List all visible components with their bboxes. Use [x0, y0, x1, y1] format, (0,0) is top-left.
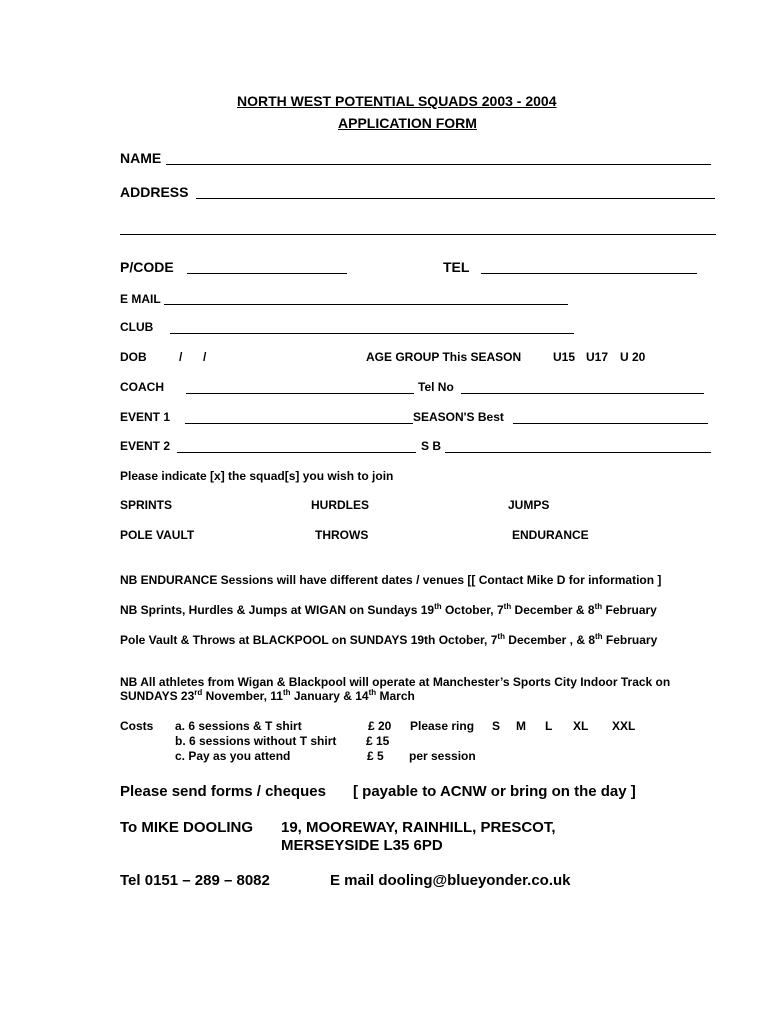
tel-field-line[interactable]	[481, 273, 697, 274]
cost-option-a: a. 6 sessions & T shirt	[175, 719, 302, 733]
send-forms-text: Please send forms / cheques	[120, 783, 326, 800]
age-option-u20[interactable]: U 20	[620, 350, 646, 364]
event2-label: EVENT 2	[120, 439, 171, 453]
blackpool-note: Pole Vault & Throws at BLACKPOOL on SUNDAYS 19th October, 7th December , & 8th February	[120, 632, 658, 647]
seasons-best-field-line[interactable]	[513, 423, 708, 424]
cost-price-c: £ 5	[367, 749, 384, 763]
contact-address-line1: 19, MOOREWAY, RAINHILL, PRESCOT,	[281, 819, 556, 836]
email-field-line[interactable]	[164, 304, 568, 305]
age-group-label: AGE GROUP This SEASON	[366, 350, 522, 364]
squad-option-pole-vault[interactable]: POLE VAULT	[120, 528, 195, 542]
size-option-s[interactable]: S	[492, 719, 501, 733]
manchester-note-line1: NB All athletes from Wigan & Blackpool will operate at Manchester’s Sports City Indoor Track on	[120, 675, 671, 689]
address-field-line-2[interactable]	[120, 234, 716, 235]
contact-address-line2: MERSEYSIDE L35 6PD	[281, 837, 443, 854]
email-label: E MAIL	[120, 292, 161, 306]
manchester-note-line2: SUNDAYS 23rd November, 11th January & 14th March	[120, 688, 415, 703]
size-option-m[interactable]: M	[516, 719, 526, 733]
coach-tel-field-line[interactable]	[461, 393, 704, 394]
cost-option-c: c. Pay as you attend	[175, 749, 291, 763]
postcode-field-line[interactable]	[187, 273, 347, 274]
squad-option-sprints[interactable]: SPRINTS	[120, 498, 173, 512]
squad-option-hurdles[interactable]: HURDLES	[311, 498, 370, 512]
squad-option-jumps[interactable]: JUMPS	[508, 498, 550, 512]
name-label: NAME	[120, 150, 162, 166]
coach-label: COACH	[120, 380, 164, 394]
age-option-u15[interactable]: U15	[553, 350, 576, 364]
address-label: ADDRESS	[120, 184, 189, 200]
club-label: CLUB	[120, 320, 154, 334]
coach-field-line[interactable]	[186, 393, 414, 394]
sb-label: S B	[421, 439, 442, 453]
size-option-l[interactable]: L	[545, 719, 553, 733]
cost-price-a: £ 20	[368, 719, 392, 733]
size-option-xl[interactable]: XL	[573, 719, 589, 733]
contact-phone: Tel 0151 – 289 – 8082	[120, 872, 270, 889]
postcode-label: P/CODE	[120, 259, 174, 275]
cost-option-b: b. 6 sessions without T shirt	[175, 734, 337, 748]
contact-email[interactable]: E mail dooling@blueyonder.co.uk	[330, 872, 571, 889]
dob-separator: /	[203, 350, 207, 364]
event2-field-line[interactable]	[177, 452, 416, 453]
please-ring-label: Please ring	[410, 719, 475, 733]
per-session-label: per session	[409, 749, 476, 763]
form-title: NORTH WEST POTENTIAL SQUADS 2003 - 2004	[237, 93, 557, 109]
event1-label: EVENT 1	[120, 410, 171, 424]
endurance-note: NB ENDURANCE Sessions will have different dates / venues [[ Contact Mike D for information ]	[120, 573, 662, 587]
payable-text: [ payable to ACNW or bring on the day ]	[353, 783, 636, 800]
club-field-line[interactable]	[170, 333, 574, 334]
form-subtitle: APPLICATION FORM	[338, 115, 477, 131]
age-option-u17[interactable]: U17	[586, 350, 609, 364]
event1-field-line[interactable]	[185, 423, 413, 424]
sb-field-line[interactable]	[445, 452, 711, 453]
squad-option-throws[interactable]: THROWS	[315, 528, 369, 542]
contact-name: To MIKE DOOLING	[120, 819, 254, 836]
squad-instruction: Please indicate [x] the squad[s] you wish to join	[120, 469, 394, 483]
squad-option-endurance[interactable]: ENDURANCE	[512, 528, 589, 542]
size-option-xxl[interactable]: XXL	[612, 719, 636, 733]
coach-tel-label: Tel No	[418, 380, 454, 394]
cost-price-b: £ 15	[366, 734, 390, 748]
costs-label: Costs	[120, 719, 154, 733]
dob-label: DOB	[120, 350, 147, 364]
tel-label: TEL	[443, 259, 470, 275]
address-field-line[interactable]	[196, 198, 715, 199]
name-field-line[interactable]	[166, 164, 711, 165]
wigan-note: NB Sprints, Hurdles & Jumps at WIGAN on Sundays 19th October, 7th December & 8th February	[120, 602, 657, 617]
dob-separator: /	[179, 350, 183, 364]
seasons-best-label: SEASON'S Best	[413, 410, 504, 424]
